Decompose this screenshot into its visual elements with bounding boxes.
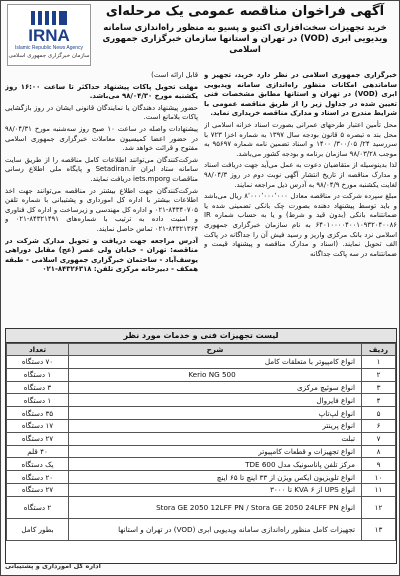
logo-english: Islamic Republic News Agency xyxy=(14,45,84,51)
paragraph: آدرس مراجعه جهت دریافت و تحویل مدارک شرکت در مناقصه: تهران - خیابان ولی عصر (عج) مقابل دوراهی یوسف‌آباد - ساختمان خبرگزاری جمهوری اسلامی - طبقه همکف - دبیرخانه مرکزی تلفن: ۸۴۳۲۶۳۱۸-۰۲۱ xyxy=(5,236,198,274)
row-number: ۷ xyxy=(362,432,396,445)
row-number: ۶ xyxy=(362,419,396,432)
row-number: ۳ xyxy=(362,381,396,394)
table-caption: لیست تجهیزات فنی و خدمات مورد نظر xyxy=(6,329,396,343)
row-quantity: ۳ دستگاه xyxy=(7,381,69,394)
paragraph: محل تأمین اعتبار طرحهای عمرانی بصورت اسناد خزانه اسلامی از محل بند ه تبصره ۵ قانون بودجه سال ۱۳۹۷ به شماره اخزا ۷۲۳ با سررسید ۲۴/ ۳۰۰/۰۵/ ۱۴۰۰ و اسناد تضمین نامه شماره ۹۵۶۹۷ به موجب ۹۸/۰۳/۲۸ سازمان برنامه و بودجه کشور می‌باشد. xyxy=(204,120,397,158)
header-row-number: ردیف xyxy=(362,344,396,356)
irna-emblem-icon xyxy=(8,9,90,27)
header-quantity: تعداد xyxy=(7,344,69,356)
row-number: ۱۱ xyxy=(362,483,396,496)
row-quantity: ۲۷ دستگاه xyxy=(7,432,69,445)
body-columns xyxy=(5,71,397,325)
row-description: انواع فایروال xyxy=(69,394,362,407)
table-row xyxy=(7,445,396,458)
row-description: انواع سوئیچ مرکزی xyxy=(69,381,362,394)
row-number: ۱۲ xyxy=(362,496,396,518)
right-column xyxy=(204,71,397,325)
row-description: انواع لپ‌تاپ xyxy=(69,407,362,420)
table-row xyxy=(7,458,396,471)
row-quantity: ۲ دستگاه xyxy=(7,496,69,518)
row-number: ۴ xyxy=(362,394,396,407)
row-number: ۹ xyxy=(362,458,396,471)
table-body xyxy=(7,356,396,541)
ad-title: آگهی فراخوان مناقصه عمومی یک مرحله‌ای xyxy=(105,4,385,19)
paragraph: مهلت تحویل پاکات پیشنهاد حداکثر تا ساعت ۱۶:۰۰ روز یکشنبه مورخ ۹۸/۰۴/۳۰ می‌باشد. xyxy=(5,82,198,101)
row-quantity: ۲۷ دستگاه xyxy=(7,483,69,496)
title-block xyxy=(95,3,395,67)
row-description: انواع پرینتر xyxy=(69,419,362,432)
row-quantity: ۱ دستگاه xyxy=(7,368,69,381)
row-quantity: یک دستگاه xyxy=(7,458,69,471)
row-description: انواع UPS از ۶ KVA تا ۳۰۰۰ xyxy=(69,483,362,496)
row-description: انواع تلویزیون ایکس ویژن از ۳۳ اینچ تا ۶۵ اینچ xyxy=(69,471,362,484)
ad-header xyxy=(1,1,400,69)
equipment-table-grid xyxy=(6,343,396,541)
table-row xyxy=(7,496,396,518)
header-description: شرح xyxy=(69,344,362,356)
irna-logo xyxy=(7,4,91,66)
table-row xyxy=(7,483,396,496)
paragraph: پیشنهادات واصله در ساعت ۱۰ صبح روز سه‌شنبه مورخ ۹۸/۰۴/۳۱ در حضور اعضا کمیسیون معاملات خبرگزاری جمهوری اسلامی مفتوح و قرائت خواهد شد. xyxy=(5,124,198,153)
table-row xyxy=(7,394,396,407)
paragraph: مبلغ سپرده شرکت در مناقصه معادل ۸٬۰۰۰٬۰۰۰٬۰۰۰ ریال می‌باشد و باید توسط پیشنهاد دهنده بصورت چک بانکی تضمینی شده یا ضمانتنامه بانکی (بدون قید و شرط) و یا به حساب شماره IR ۶۴۰۱۰۰۰۰۴۰۰۱۰۹۳۲۰۴۰۰۸۶ به نام سازمان خبرگزاری جمهوری اسلامی نزد بانک مرکزی واریز و رسید فیش آن را جداگانه در پاکت الف تحویل نمایند. (اسناد و مدارک مناقصه و پیشنهاد قیمت و ضمانتنامه در سه پاکت جداگانه xyxy=(204,192,397,258)
paragraph: قابل ارائه است) xyxy=(151,71,198,79)
row-description: Kerio NG 500 xyxy=(69,368,362,381)
row-description: تبلت xyxy=(69,432,362,445)
row-quantity: ۳۵ دستگاه xyxy=(7,407,69,420)
ad-subtitle: خرید تجهیزات سخت‌افزاری اکتیو و پسیو به منظور راه‌اندازی سامانه ویدیویی ابری (VOD) در تهران و استانها سازمان خبرگزاری جمهوری اسلامی xyxy=(102,23,388,55)
table-header-row xyxy=(7,344,396,356)
row-description: تجهیزات کامل منظور راه‌اندازی سامانه ویدیویی ابری (VOD) در تهران و استانها xyxy=(69,518,362,540)
table-row xyxy=(7,381,396,394)
equipment-table xyxy=(5,328,397,564)
row-quantity: ۲۰ دستگاه xyxy=(7,471,69,484)
row-number: ۵ xyxy=(362,407,396,420)
paragraph: لذا بدینوسیله از متقاضیان دعوت به عمل می‌آید جهت دریافت اسناد و مدارک مناقصه از تاریخ انتشار آگهی نوبت دوم در روز ۹۸/۰۴/۳ لغایت یکشنبه مورخ ۹۸/۰۴/۹ به آدرس ذیل مراجعه نمایند. xyxy=(204,161,397,189)
row-number: ۲ xyxy=(362,368,396,381)
table-row xyxy=(7,407,396,420)
row-quantity: ۱۷ دستگاه xyxy=(7,419,69,432)
row-number: ۱ xyxy=(362,356,396,369)
table-row xyxy=(7,432,396,445)
table-row xyxy=(7,368,396,381)
footer-signature: اداره کل امورداری و پشتیبانی xyxy=(5,562,101,570)
table-row xyxy=(7,419,396,432)
row-quantity: ۴۰ قلم xyxy=(7,445,69,458)
paragraph: شرکت‌کنندگان جهت اطلاع بیشتر در مناقصه می‌توانند جهت اخذ اطلاعات بیشتر با اداره کل امورداری و پشتیبانی با شماره تلفن ۸۴۳۴۰۷۰۵-۰۲۱ و اداره کل مهندسی و زیرساخت و اداره کل فناوری و امنیت داده به ترتیب با شماره‌های ۸۴۳۲۱۴۹۱-۰۲۱ و ۸۴۳۲۱۳۶۴-۰۲۱ تماس حاصل نمایند. xyxy=(5,186,198,233)
row-quantity: بطور کامل xyxy=(7,518,69,540)
row-description: انواع Stora GE 2050 12LFF PN / Stora GE 2050 24LFF PN xyxy=(69,496,362,518)
row-description: مرکز تلفن پاناسونیک مدل TDE 600 xyxy=(69,458,362,471)
table-row xyxy=(7,356,396,369)
left-column xyxy=(5,71,198,325)
row-number: ۱۰ xyxy=(362,471,396,484)
table-row xyxy=(7,518,396,540)
row-number: ۱۳ xyxy=(362,518,396,540)
paragraph: حضور پیشنهاد دهندگان یا نمایندگان قانونی ایشان در روز بازگشایی پاکات بلامانع است. xyxy=(5,103,198,122)
paragraph: خبرگزاری جمهوری اسلامی در نظر دارد خرید، تجهیز و ساماندهی امکانات منظور راه‌اندازی سامانه ویدیویی ابری (VOD) در تهران و استانها مطابق مشخصات فنی تعیین شده در جداول زیر را از طریق مناقصه عمومی با شرایط مندرج در اسناد و مدارک مناقصه خریداری نماید. xyxy=(204,71,397,118)
paragraph: شرکت‌کنندگان می‌توانند اطلاعات کامل مناقصه را از طریق سایت سامانه ستاد ایران Setadiran.ir و پایگاه ملی اطلاع رسانی مناقصات iets.mporg دریافت نمایند. xyxy=(5,155,198,183)
logo-persian: سازمان خبرگزاری جمهوری اسلامی xyxy=(8,53,90,59)
row-number: ۸ xyxy=(362,445,396,458)
table-row xyxy=(7,471,396,484)
logo-text: IRNA xyxy=(28,26,70,45)
row-description: انواع کامپیوتر با متعلقات کامل xyxy=(69,356,362,369)
row-quantity: ۱ دستگاه xyxy=(7,394,69,407)
row-description: انواع تجهیزات و قطعات کامپیوتر xyxy=(69,445,362,458)
row-quantity: ۷۰ دستگاه xyxy=(7,356,69,369)
